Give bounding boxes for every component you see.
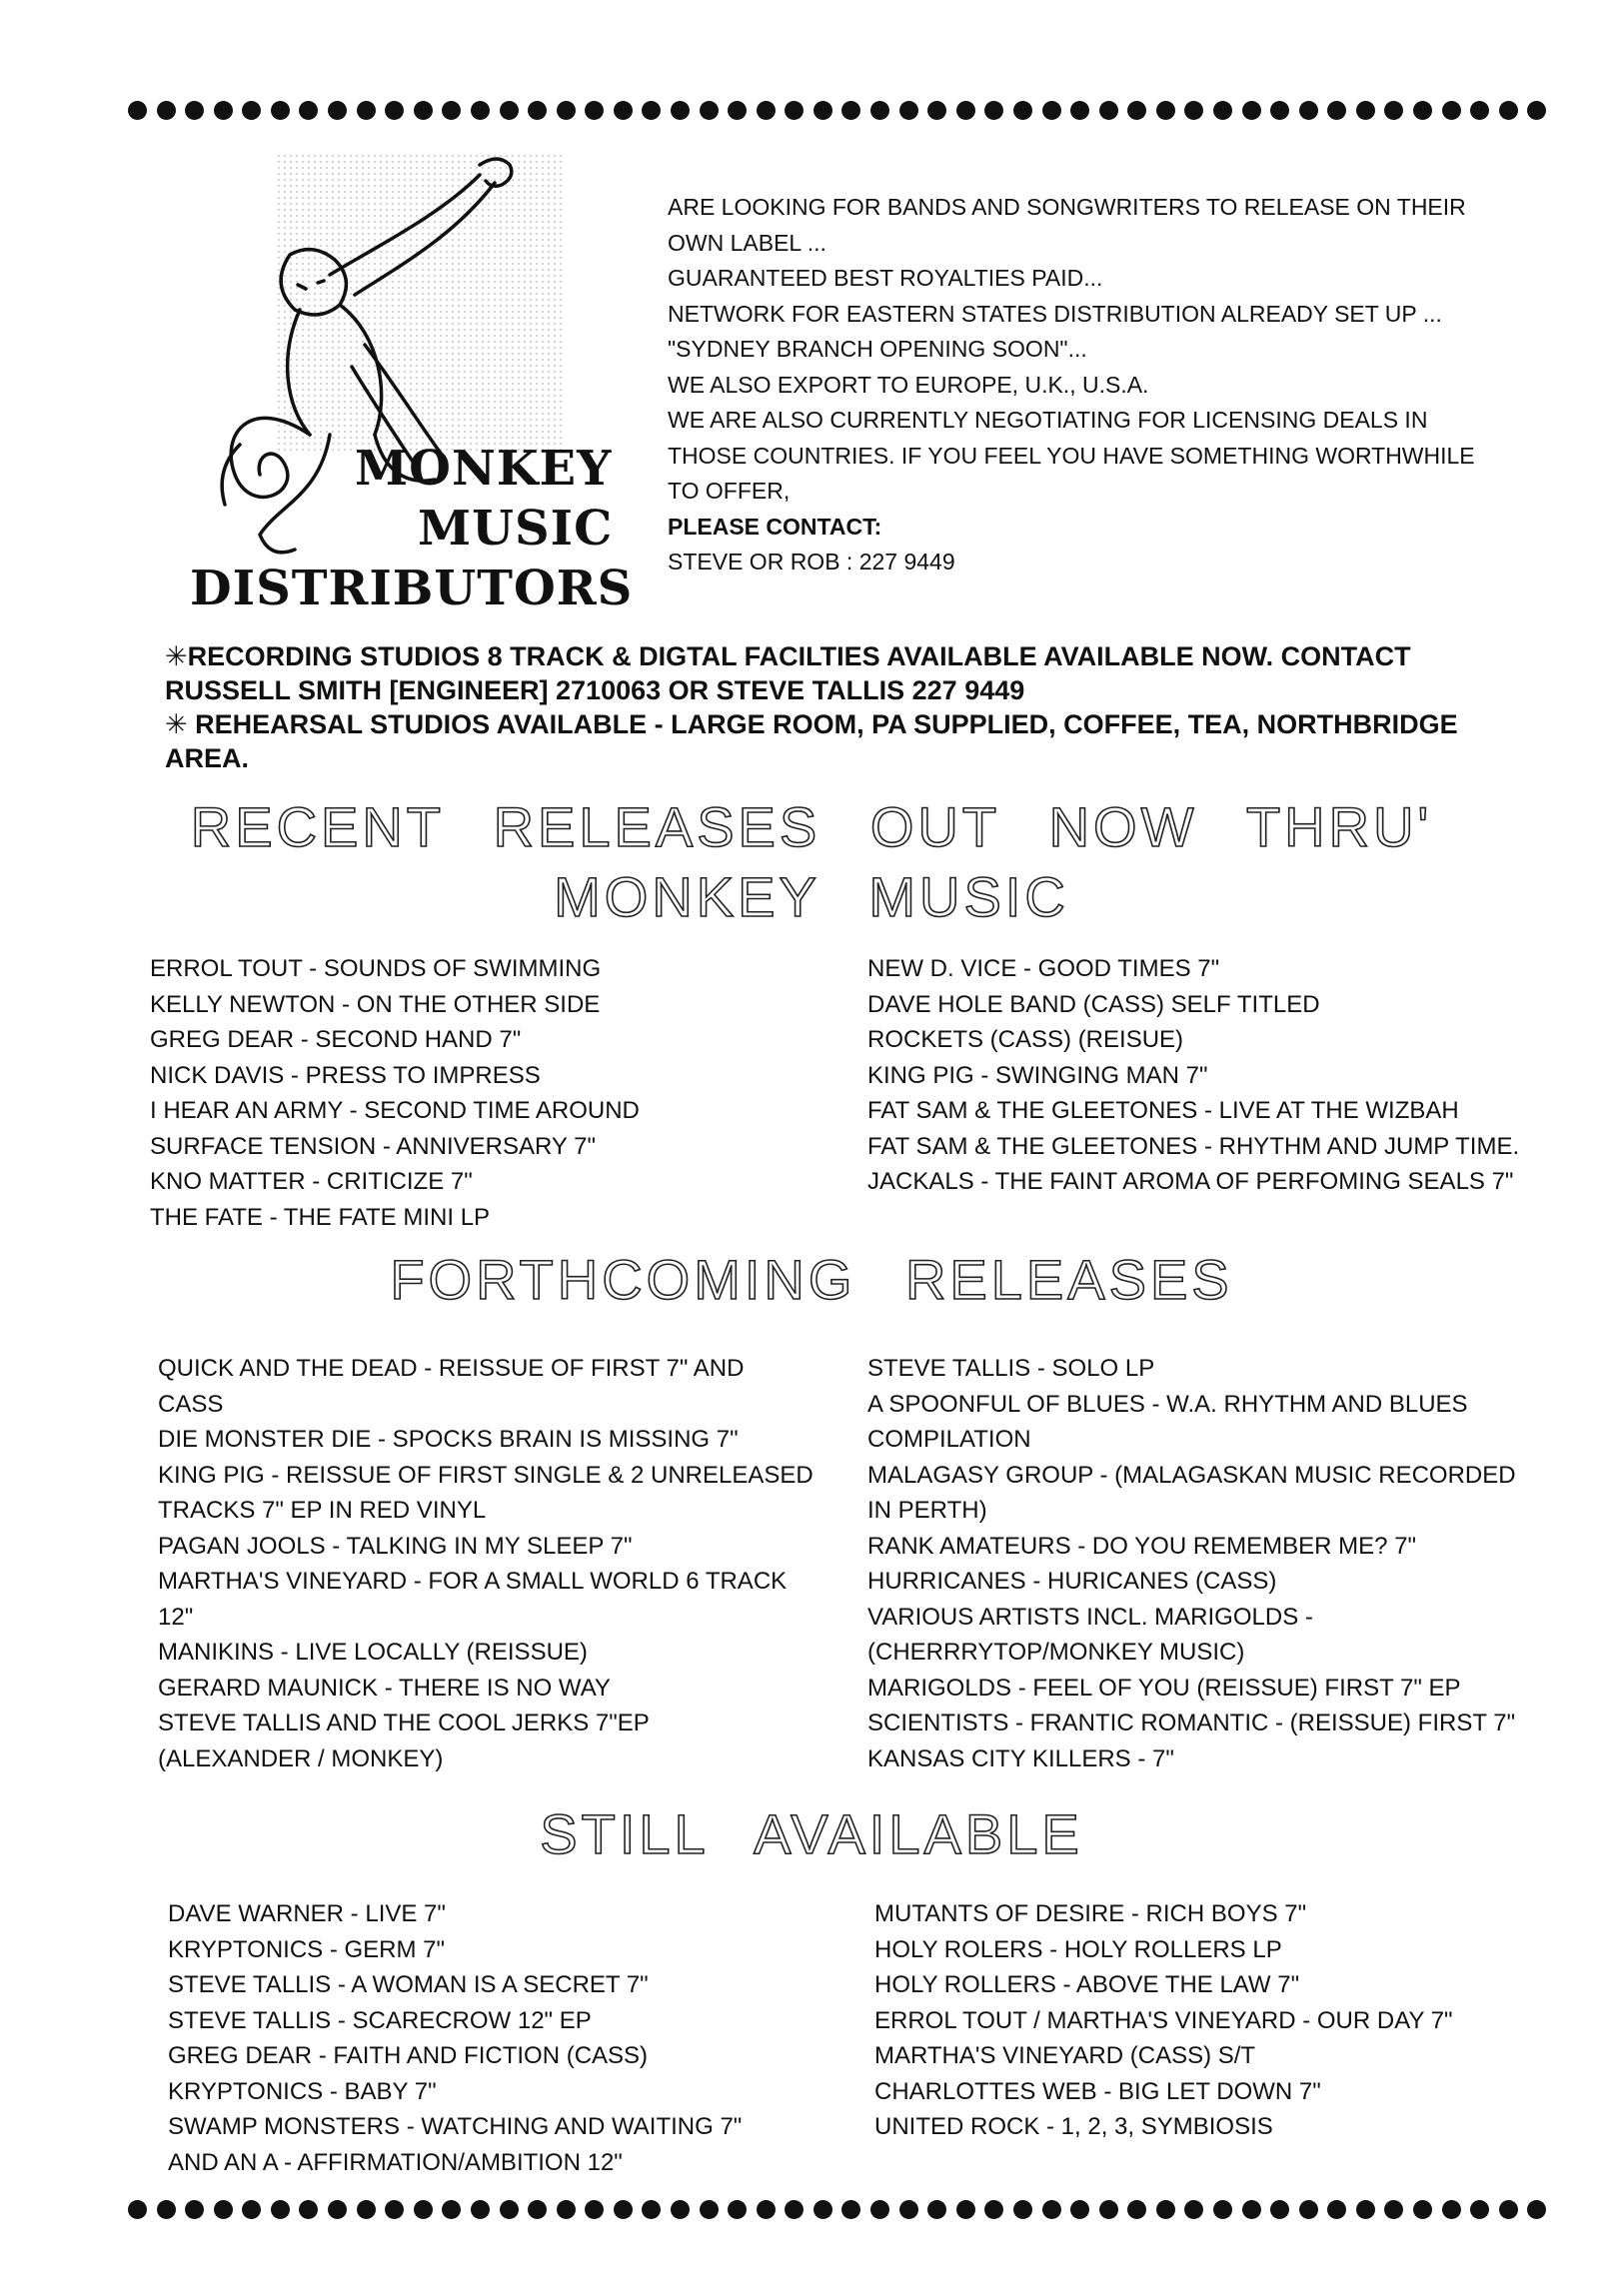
border-dot: [1527, 101, 1546, 120]
release-list-item: UNITED ROCK - 1, 2, 3, SYMBIOSIS: [874, 2113, 1273, 2140]
border-dot: [1013, 2200, 1032, 2219]
border-dot: [1156, 2200, 1175, 2219]
release-list-item: ERROL TOUT / MARTHA'S VINEYARD - OUR DAY 7": [874, 2006, 1453, 2034]
border-dot: [471, 2200, 490, 2219]
border-dot: [757, 2200, 776, 2219]
border-dot: [357, 2200, 376, 2219]
intro-line: OWN LABEL ...: [668, 229, 826, 256]
border-dot: [956, 101, 975, 120]
border-dot: [500, 101, 519, 120]
release-list-item: KANSAS CITY KILLERS - 7": [867, 1744, 1174, 1772]
border-dot: [471, 101, 490, 120]
release-list-item: AND AN A - AFFIRMATION/AMBITION 12": [168, 2148, 623, 2176]
border-dot: [414, 101, 433, 120]
border-dot: [785, 2200, 804, 2219]
border-dot: [1070, 101, 1089, 120]
intro-line: WE ARE ALSO CURRENTLY NEGOTIATING FOR LICENSING DEALS IN: [668, 407, 1428, 433]
release-list-item: HURRICANES - HURICANES (CASS): [867, 1568, 1277, 1595]
border-dot: [1413, 101, 1432, 120]
release-list-item: GREG DEAR - FAITH AND FICTION (CASS): [168, 2042, 649, 2069]
border-dot: [1242, 101, 1261, 120]
border-dot: [1356, 101, 1375, 120]
release-list-item: NEW D. VICE - GOOD TIMES 7": [867, 955, 1220, 982]
border-dot: [1042, 2200, 1061, 2219]
release-list-item: STEVE TALLIS - A WOMAN IS A SECRET 7": [168, 1971, 649, 1998]
release-list-item: IN PERTH): [867, 1497, 987, 1524]
border-dot: [642, 101, 661, 120]
intro-line: "SYDNEY BRANCH OPENING SOON"...: [668, 336, 1087, 362]
still-available-left-list: [168, 1896, 742, 2180]
release-list-item: GREG DEAR - SECOND HAND 7": [150, 1026, 522, 1053]
border-dot: [528, 101, 547, 120]
border-dot: [185, 2200, 204, 2219]
intro-line: ARE LOOKING FOR BANDS AND SONGWRITERS TO RELEASE ON THEIR: [668, 194, 1466, 220]
border-dot: [1470, 2200, 1489, 2219]
border-dot: [813, 101, 832, 120]
border-dot: [385, 101, 404, 120]
release-list-item: ROCKETS (CASS) (REISUE): [867, 1026, 1184, 1053]
border-dot: [728, 2200, 747, 2219]
bottom-dot-border: [128, 2194, 1547, 2224]
release-list-item: RANK AMATEURS - DO YOU REMEMBER ME? 7": [867, 1532, 1417, 1560]
intro-line: TO OFFER,: [668, 478, 791, 504]
border-dot: [956, 2200, 975, 2219]
border-dot: [757, 101, 776, 120]
border-dot: [927, 101, 946, 120]
recent-releases-right-list: [867, 951, 1519, 1200]
border-dot: [1327, 101, 1346, 120]
border-dot: [870, 101, 889, 120]
release-list-item: JACKALS - THE FAINT AROMA OF PERFOMING SEALS 7": [867, 1168, 1514, 1195]
intro-line: GUARANTEED BEST ROYALTIES PAID...: [668, 265, 1103, 291]
border-dot: [442, 2200, 461, 2219]
release-list-item: PAGAN JOOLS - TALKING IN MY SLEEP 7": [158, 1532, 633, 1560]
release-list-item: FAT SAM & THE GLEETONES - RHYTHM AND JUMP TIME.: [867, 1132, 1520, 1160]
still-available-right-list: [874, 1896, 1453, 2145]
border-dot: [157, 101, 176, 120]
release-list-item: CASS: [158, 1390, 224, 1418]
studios-line: ✳ REHEARSAL STUDIOS AVAILABLE - LARGE ROOM, PA SUPPLIED, COFFEE, TEA, NORTHBRIDGE: [165, 709, 1458, 739]
border-dot: [157, 2200, 176, 2219]
border-dot: [1442, 101, 1461, 120]
border-dot: [700, 2200, 719, 2219]
release-list-item: HOLY ROLERS - HOLY ROLLERS LP: [874, 1935, 1282, 1963]
border-dot: [128, 2200, 147, 2219]
heading-monkey-music: MONKEY MUSIC: [554, 865, 1069, 928]
heading-still-available: STILL AVAILABLE: [540, 1802, 1083, 1865]
border-dot: [984, 2200, 1003, 2219]
border-dot: [1356, 2200, 1375, 2219]
border-dot: [1184, 2200, 1203, 2219]
border-dot: [500, 2200, 519, 2219]
border-dot: [1127, 2200, 1146, 2219]
intro-line: NETWORK FOR EASTERN STATES DISTRIBUTION ALREADY SET UP ...: [668, 300, 1442, 327]
release-list-item: TRACKS 7" EP IN RED VINYL: [158, 1497, 487, 1524]
border-dot: [927, 2200, 946, 2219]
release-list-item: VARIOUS ARTISTS INCL. MARIGOLDS -: [867, 1603, 1313, 1631]
border-dot: [1499, 2200, 1518, 2219]
border-dot: [1127, 101, 1146, 120]
border-dot: [614, 101, 633, 120]
border-dot: [1413, 2200, 1432, 2219]
release-list-item: FAT SAM & THE GLEETONES - LIVE AT THE WIZBAH: [867, 1097, 1459, 1124]
border-dot: [271, 2200, 290, 2219]
border-dot: [557, 2200, 576, 2219]
border-dot: [1299, 2200, 1318, 2219]
border-dot: [1499, 101, 1518, 120]
border-dot: [557, 101, 576, 120]
forthcoming-right-list: [867, 1351, 1516, 1776]
border-dot: [813, 2200, 832, 2219]
release-list-item: 12": [158, 1603, 194, 1631]
border-dot: [1184, 101, 1203, 120]
top-dot-border: [128, 95, 1547, 125]
border-dot: [271, 101, 290, 120]
border-dot: [1042, 101, 1061, 120]
release-list-item: SWAMP MONSTERS - WATCHING AND WAITING 7": [168, 2113, 743, 2140]
release-list-item: GERARD MAUNICK - THERE IS NO WAY: [158, 1674, 611, 1702]
border-dot: [1470, 101, 1489, 120]
border-dot: [328, 101, 347, 120]
release-list-item: ERROL TOUT - SOUNDS OF SWIMMING: [150, 955, 602, 982]
border-dot: [214, 101, 233, 120]
release-list-item: MALAGASY GROUP - (MALAGASKAN MUSIC RECORDED: [867, 1461, 1516, 1489]
border-dot: [299, 101, 318, 120]
border-dot: [1070, 2200, 1089, 2219]
release-list-item: QUICK AND THE DEAD - REISSUE OF FIRST 7" AND: [158, 1355, 745, 1382]
border-dot: [1099, 101, 1118, 120]
border-dot: [242, 101, 261, 120]
border-dot: [1213, 2200, 1232, 2219]
release-list-item: KRYPTONICS - GERM 7": [168, 1935, 446, 1963]
border-dot: [442, 101, 461, 120]
border-dot: [1213, 101, 1232, 120]
release-list-item: THE FATE - THE FATE MINI LP: [150, 1203, 491, 1231]
border-dot: [1327, 2200, 1346, 2219]
release-list-item: KING PIG - SWINGING MAN 7": [867, 1061, 1208, 1089]
release-list-item: KING PIG - REISSUE OF FIRST SINGLE & 2 UNRELEASED: [158, 1461, 813, 1489]
release-list-item: DAVE HOLE BAND (CASS) SELF TITLED: [867, 990, 1320, 1018]
heading-forthcoming-releases: FORTHCOMING RELEASES: [390, 1248, 1233, 1311]
border-dot: [1299, 101, 1318, 120]
release-list-item: MUTANTS OF DESIRE - RICH BOYS 7": [874, 1900, 1307, 1927]
release-list-item: SURFACE TENSION - ANNIVERSARY 7": [150, 1132, 596, 1160]
release-list-item: KNO MATTER - CRITICIZE 7": [150, 1168, 473, 1195]
intro-line: WE ALSO EXPORT TO EUROPE, U.K., U.S.A.: [668, 371, 1149, 398]
border-dot: [385, 2200, 404, 2219]
border-dot: [984, 101, 1003, 120]
border-dot: [1384, 101, 1403, 120]
logo-text-monkey: MONKEY: [355, 441, 613, 497]
border-dot: [357, 101, 376, 120]
intro-line: THOSE COUNTRIES. IF YOU FEEL YOU HAVE SOMETHING WORTHWHILE: [668, 442, 1475, 469]
release-list-item: (CHERRRYTOP/MONKEY MUSIC): [867, 1639, 1245, 1666]
release-list-item: MARTHA'S VINEYARD - FOR A SMALL WORLD 6 TRACK: [158, 1568, 788, 1595]
release-list-item: STEVE TALLIS AND THE COOL JERKS 7"EP: [158, 1710, 650, 1736]
release-list-item: DIE MONSTER DIE - SPOCKS BRAIN IS MISSING 7": [158, 1426, 739, 1453]
contact-phone: STEVE OR ROB : 227 9449: [668, 549, 955, 574]
border-dot: [728, 101, 747, 120]
border-dot: [841, 101, 860, 120]
border-dot: [328, 2200, 347, 2219]
recent-releases-left-list: [150, 951, 640, 1235]
contact-label: PLEASE CONTACT:: [668, 513, 882, 540]
border-dot: [899, 2200, 918, 2219]
border-dot: [528, 2200, 547, 2219]
release-list-item: NICK DAVIS - PRESS TO IMPRESS: [150, 1061, 541, 1089]
studios-line: RUSSELL SMITH [ENGINEER] 2710063 OR STEVE TALLIS 227 9449: [165, 675, 1025, 705]
release-list-item: CHARLOTTES WEB - BIG LET DOWN 7": [874, 2077, 1321, 2105]
border-dot: [1442, 2200, 1461, 2219]
border-dot: [1099, 2200, 1118, 2219]
border-dot: [671, 2200, 690, 2219]
release-list-item: STEVE TALLIS - SOLO LP: [867, 1355, 1155, 1382]
release-list-item: SCIENTISTS - FRANTIC ROMANTIC - (REISSUE) FIRST 7": [867, 1710, 1516, 1736]
release-list-item: STEVE TALLIS - SCARECROW 12" EP: [168, 2006, 592, 2034]
release-list-item: MARIGOLDS - FEEL OF YOU (REISSUE) FIRST 7" EP: [867, 1674, 1461, 1702]
studios-notice: [165, 639, 1564, 775]
studios-line: AREA.: [165, 743, 250, 773]
release-list-item: KRYPTONICS - BABY 7": [168, 2077, 437, 2105]
release-list-item: MARTHA'S VINEYARD (CASS) S/T: [874, 2042, 1256, 2069]
border-dot: [1384, 2200, 1403, 2219]
border-dot: [585, 101, 604, 120]
logo-text-music: MUSIC: [418, 501, 614, 557]
border-dot: [585, 2200, 604, 2219]
studios-line: ✳RECORDING STUDIOS 8 TRACK & DIGTAL FACILTIES AVAILABLE AVAILABLE NOW. CONTACT: [165, 641, 1411, 671]
border-dot: [299, 2200, 318, 2219]
border-dot: [242, 2200, 261, 2219]
release-list-item: (ALEXANDER / MONKEY): [158, 1744, 444, 1772]
border-dot: [1242, 2200, 1261, 2219]
border-dot: [642, 2200, 661, 2219]
border-dot: [128, 101, 147, 120]
border-dot: [614, 2200, 633, 2219]
border-dot: [700, 101, 719, 120]
border-dot: [841, 2200, 860, 2219]
border-dot: [185, 101, 204, 120]
intro-text: [668, 190, 1507, 580]
release-list-item: A SPOONFUL OF BLUES - W.A. RHYTHM AND BLUES: [867, 1390, 1468, 1418]
release-list-item: HOLY ROLLERS - ABOVE THE LAW 7": [874, 1971, 1300, 1998]
logo-text-distributors: DISTRIBUTORS: [190, 561, 634, 616]
forthcoming-left-list: [158, 1351, 813, 1776]
border-dot: [1156, 101, 1175, 120]
heading-recent-releases: RECENT RELEASES OUT NOW THRU': [190, 795, 1433, 858]
border-dot: [1270, 2200, 1289, 2219]
border-dot: [1013, 101, 1032, 120]
border-dot: [1527, 2200, 1546, 2219]
border-dot: [870, 2200, 889, 2219]
border-dot: [1270, 101, 1289, 120]
release-list-item: COMPILATION: [867, 1426, 1031, 1453]
border-dot: [214, 2200, 233, 2219]
release-list-item: I HEAR AN ARMY - SECOND TIME AROUND: [150, 1097, 640, 1124]
monkey-music-logo: [180, 135, 634, 624]
border-dot: [899, 101, 918, 120]
border-dot: [414, 2200, 433, 2219]
release-list-item: KELLY NEWTON - ON THE OTHER SIDE: [150, 990, 601, 1018]
border-dot: [785, 101, 804, 120]
release-list-item: MANIKINS - LIVE LOCALLY (REISSUE): [158, 1639, 588, 1666]
border-dot: [671, 101, 690, 120]
release-list-item: DAVE WARNER - LIVE 7": [168, 1900, 446, 1927]
